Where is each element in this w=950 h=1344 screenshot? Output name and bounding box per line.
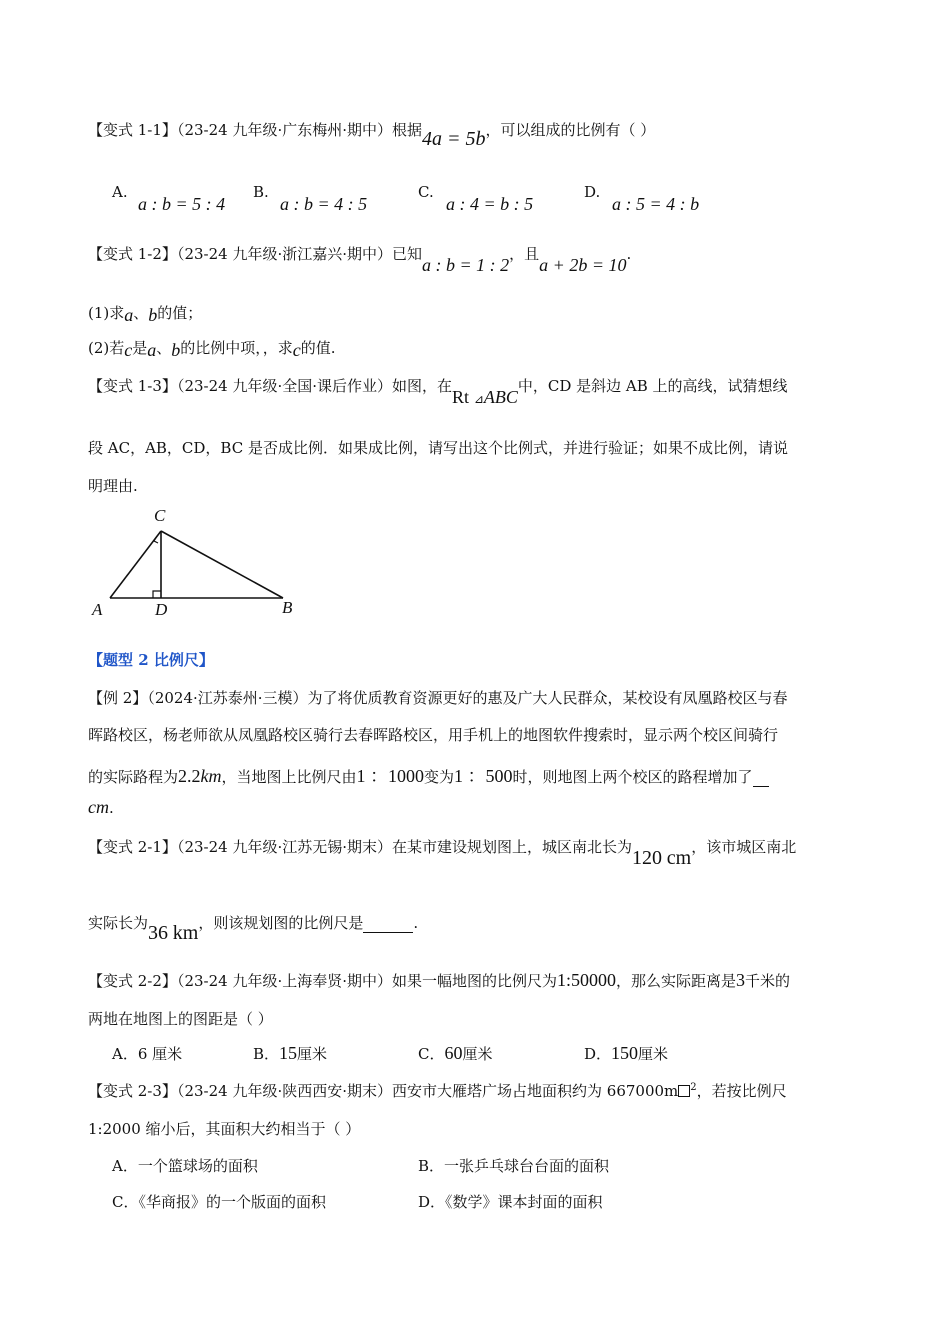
question-text: 变为 [424, 768, 455, 786]
example-2-line-3 [88, 762, 769, 788]
var-c: c [124, 340, 133, 360]
variant-2-2-line-2: 两地在地图上的图距是（ ） [88, 1010, 273, 1028]
option-d-letter: D. [584, 183, 601, 201]
var-b: b [148, 305, 158, 325]
placeholder-box [678, 1085, 690, 1097]
question-text: ，该市城区南北 [691, 838, 797, 856]
question-text: ，若按比例尺 [696, 1082, 787, 1100]
unit-cm: cm [88, 797, 109, 817]
part-text: 的值； [157, 304, 203, 322]
variant-2-3-question [88, 1080, 787, 1101]
option-b [418, 1155, 609, 1176]
variant-1-1-question [88, 118, 656, 150]
km-value: 3 [736, 970, 746, 990]
example-2-line-1 [88, 687, 788, 708]
example-label: 【例 2】 [88, 689, 148, 707]
question-text: 已知 [392, 245, 423, 263]
question-text: 如图，在 [392, 377, 453, 395]
label-b: B [282, 598, 293, 617]
var-c: c [292, 340, 301, 360]
option-letter: B． [253, 1045, 280, 1063]
option-a-math: a : b = 5 : 4 [138, 194, 226, 214]
triangle-symbol: ⊿ [473, 392, 484, 406]
source: （23-24 九年级·全国·课后作业） [176, 377, 392, 395]
option-text: 一张乒乓球台台面的面积 [444, 1157, 610, 1175]
variant-2-1-question [88, 835, 797, 869]
option-a [112, 1155, 258, 1176]
formula: a + 2b = 10 [539, 255, 627, 275]
answer-blank [363, 914, 413, 933]
option-d [584, 1043, 668, 1064]
option-value: 6 [137, 1045, 148, 1063]
option-c-math: a : 4 = b : 5 [446, 194, 534, 214]
label-d: D [155, 600, 168, 619]
option-unit: 厘米 [462, 1045, 493, 1063]
option-a-letter: A. [112, 183, 128, 201]
variant-2-3-line-2: 1:2000 缩小后，其面积大约相当于（ ） [88, 1120, 361, 1138]
scale-after: 1 ：500 [454, 766, 513, 786]
question-text: 为了将优质教育资源更好的惠及广大人民群众，某校设有凤凰路校区与春 [307, 689, 788, 707]
variant-label: 【变式 1-1】 [88, 121, 177, 139]
variant-1-3-line-2: 段 AC，AB，CD，BC 是否成比例．如果成比例，请写出这个比例式，并进行验证；如果不成比例，请说 [88, 439, 788, 457]
segment-bc [161, 531, 283, 598]
option-text: 《华商报》的一个版面的面积 [138, 1193, 326, 1211]
source: （23-24 九年级·江苏无锡·期末） [176, 838, 392, 856]
map-scale: 1:50000 [557, 970, 617, 990]
question-text: ，且 [509, 245, 540, 263]
option-letter: C． [112, 1193, 139, 1211]
length-value: 120 [632, 847, 663, 869]
part-text: 的值. [300, 339, 336, 357]
distance-value: 2.2 [178, 766, 201, 786]
question-text: . [626, 245, 632, 263]
var-a: a [124, 305, 134, 325]
right-angle-mark-d [153, 591, 161, 598]
source: （23-24 九年级·上海奉贤·期中） [176, 972, 392, 990]
superscript: 2 [690, 1082, 697, 1093]
question-text: 实际长为 [88, 914, 149, 932]
example-2-line-2: 晖路校区，杨老师欲从凤凰路校区骑行去春晖路校区，用手机上的地图软件搜索时，显示两个校区间骑行 [88, 726, 779, 744]
variant-1-2-question [88, 243, 632, 275]
option-d-math: a : 5 = 4 : b [612, 194, 700, 214]
question-text: 千米的 [745, 972, 791, 990]
label-a: A [92, 600, 103, 619]
variant-label: 【变式 2-2】 [88, 972, 177, 990]
scale-before: 1 ：1000 [356, 766, 425, 786]
section-2-title: 【题型 2 比例尺】 [88, 651, 214, 669]
variant-label: 【变式 1-3】 [88, 377, 177, 395]
variant-label: 【变式 1-2】 [88, 245, 177, 263]
option-b [253, 1043, 327, 1064]
real-length-value: 36 [148, 922, 169, 944]
var-a: a [147, 340, 157, 360]
option-c [112, 1191, 326, 1212]
part-text: 的比例中项，，求 [180, 339, 293, 357]
option-letter: D． [418, 1193, 446, 1211]
distance-unit: km [200, 766, 222, 786]
question-text: ，则该规划图的比例尺是 [198, 914, 364, 932]
question-text: 中，CD 是斜边 AB 上的高线，试猜想线 [517, 377, 788, 395]
part-text: (1)求 [88, 304, 125, 322]
option-b-math: a : b = 4 : 5 [280, 194, 368, 214]
part-text: (2)若 [88, 339, 125, 357]
period: . [413, 914, 419, 932]
length-unit: cm [666, 847, 692, 869]
variant-1-2-part-1 [88, 302, 202, 323]
source: （23-24 九年级·浙江嘉兴·期中） [176, 245, 392, 263]
variant-label: 【变式 2-3】 [88, 1082, 177, 1100]
option-unit: 厘米 [297, 1045, 328, 1063]
option-value: 15 [279, 1043, 298, 1063]
option-value: 60 [444, 1043, 463, 1063]
var-b: b [171, 340, 181, 360]
period: . [109, 799, 114, 817]
formula-abc: ABC [483, 387, 518, 407]
formula: a : b = 1 : 2 [422, 255, 510, 275]
option-value: 150 [611, 1043, 639, 1063]
option-c [418, 1043, 493, 1064]
option-letter: A． [112, 1157, 138, 1175]
question-text: 西安市大雁塔广场占地面积约为 667000m [392, 1082, 679, 1100]
option-letter: C． [418, 1045, 445, 1063]
option-a [112, 1043, 182, 1064]
variant-label: 【变式 2-1】 [88, 838, 177, 856]
question-text: ，那么实际距离是 [616, 972, 737, 990]
option-unit: 厘米 [147, 1045, 183, 1063]
formula-rt: Rt [452, 387, 470, 407]
variant-1-2-part-2 [88, 337, 336, 358]
question-text: 如果一幅地图的比例尺为 [392, 972, 558, 990]
option-letter: D． [584, 1045, 612, 1063]
option-text: 一个篮球场的面积 [137, 1157, 258, 1175]
question-text: 的实际路程为 [88, 768, 179, 786]
option-b-letter: B. [253, 183, 269, 201]
source: （23-24 九年级·广东梅州·期中） [176, 121, 392, 139]
option-letter: B． [418, 1157, 445, 1175]
real-length-unit: km [172, 922, 199, 944]
question-text: 根据 [392, 121, 423, 139]
question-text: 在某市建设规划图上，城区南北长为 [392, 838, 633, 856]
label-c: C [154, 506, 166, 525]
variant-1-3-question [88, 375, 788, 407]
part-text: 、 [156, 339, 172, 357]
variant-2-2-question [88, 970, 790, 991]
question-text: ，当地图上比例尺由 [221, 768, 357, 786]
variant-2-1-line-2 [88, 911, 419, 944]
source: （23-24 九年级·陕西西安·期末） [176, 1082, 392, 1100]
option-unit: 厘米 [638, 1045, 669, 1063]
source: （2024·江苏泰州·三模） [147, 689, 308, 707]
part-text: 、 [133, 304, 149, 322]
answer-blank [753, 768, 769, 787]
variant-1-3-line-3: 明理由. [88, 477, 138, 495]
option-c-letter: C. [418, 183, 434, 201]
option-d [418, 1191, 603, 1212]
part-text: 是 [132, 339, 148, 357]
option-letter: A． [112, 1045, 138, 1063]
option-text: 《数学》课本封面的面积 [445, 1193, 603, 1211]
example-2-line-4 [88, 797, 114, 818]
triangle-figure [88, 505, 308, 620]
question-text: ，可以组成的比例有（ ） [485, 121, 656, 139]
formula: 4a = 5b [422, 128, 486, 150]
question-text: 时，则地图上两个校区的路程增加了 [512, 768, 753, 786]
